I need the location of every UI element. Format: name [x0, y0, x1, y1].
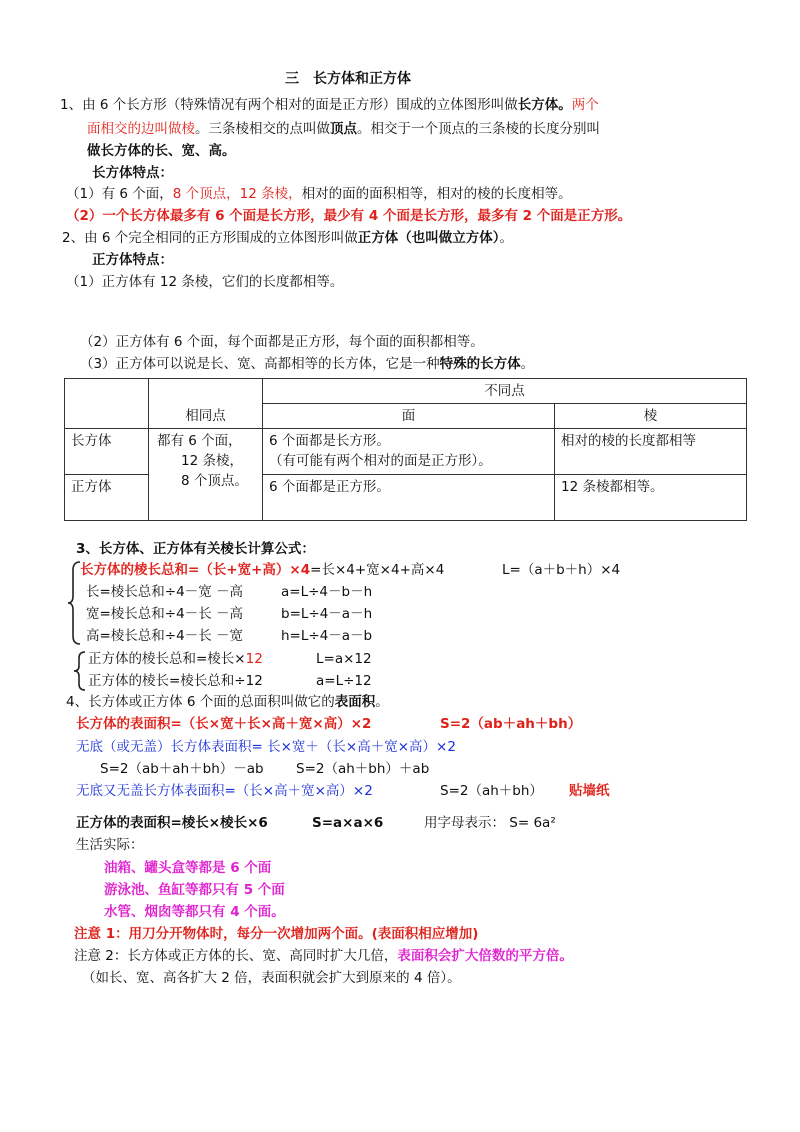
table-face-cell: 6 个面都是正方形。 [263, 475, 555, 521]
table-edge-cell: 相对的棱的长度都相等 [555, 429, 747, 475]
s2-line1 [62, 229, 513, 247]
note-text: 注意 2：长方体或正方体的长、宽、高同时扩大几倍， [74, 948, 398, 964]
wallpaper-label: 贴墙纸 [569, 783, 610, 799]
no-bottom-area-formula: 无底（或无盖）长方体表面积= 长×宽＋（长×高＋宽×高）×2 [76, 739, 456, 755]
s3-line4: 高=棱长总和÷4－长 －宽 [86, 628, 244, 644]
note-highlight: 表面积会扩大倍数的平方倍。 [397, 948, 573, 964]
table-header-same: 相同点 [149, 379, 263, 429]
s3-line5-letters: L=a×12 [316, 651, 372, 667]
s4-text: 。 [375, 694, 389, 710]
cube-area-symbolic: 用字母表示： S= 6a² [424, 815, 556, 831]
s3-line5 [88, 650, 263, 668]
note-3: （如长、宽、高各扩大 2 倍，表面积就会扩大到原来的 4 倍）。 [82, 970, 461, 986]
cuboid-feature-2: （2）一个长方体最多有 6 个面是长方形，最少有 4 个面是长方形，最多有 2 个面是正方形。 [66, 208, 632, 224]
s1-term-cuboid: 长方体。 [517, 97, 572, 113]
no-top-bottom-letters: S=2（ah＋bh） [440, 783, 543, 799]
s3-line6-letters: a=L÷12 [316, 673, 372, 689]
left-brace-icon [72, 650, 88, 692]
s3-line3: 宽=棱长总和÷4－长 －高 [86, 606, 244, 622]
s1-line2 [87, 120, 600, 138]
face-line: （有可能有两个相对的面是正方形）。 [269, 453, 492, 469]
s3-line6: 正方体的棱长=棱长总和÷12 [88, 673, 263, 689]
feature-bold: 特殊的长方体 [439, 356, 521, 372]
s2-text: 。 [499, 230, 514, 246]
table-face-cell [263, 429, 555, 475]
cuboid-area-letters: S=2（ab＋ah＋bh） [440, 716, 582, 732]
cube-feature-3 [80, 355, 534, 373]
s3-line2-letters: a=L÷4－b－h [281, 584, 373, 600]
no-bottom-letters-1: S=2（ab＋ah＋bh）－ab [100, 761, 264, 777]
cube-features-title: 正方体特点： [92, 252, 173, 268]
cube-area-letters: S=a×a×6 [312, 815, 384, 831]
same-line: 都有 6 个面， [157, 433, 242, 449]
s1-text: 。相交于一个顶点的三条棱的长度分别叫 [357, 121, 600, 137]
comparison-table [64, 378, 747, 521]
note-2 [74, 947, 573, 965]
note-1: 注意 1：用刀分开物体时，每分一次增加两个面。(表面积相应增加) [74, 926, 479, 942]
s3-line3-letters: b=L÷4－a－h [281, 606, 373, 622]
no-bottom-letters-2: S=2（ah＋bh）＋ab [296, 761, 430, 777]
feature-text: 。 [520, 356, 535, 372]
table-edge-cell: 12 条棱都相等。 [555, 475, 747, 521]
s2-text: 2、由 6 个完全相同的正方形围成的立体图形叫做 [62, 230, 358, 246]
s1-text: 。三条棱相交的点叫做 [195, 121, 330, 137]
feature-text: （1）有 6 个面， [66, 186, 173, 202]
s3-title: 3、长方体、正方体有关棱长计算公式： [76, 541, 315, 557]
cuboid-area-formula: 长方体的表面积=（长×宽＋长×高＋宽×高）×2 [76, 716, 372, 732]
s3-line2: 长=棱长总和÷4－宽 －高 [86, 584, 244, 600]
table-header-face: 面 [263, 404, 555, 429]
real-life-3: 水管、烟囱等都只有 4 个面。 [104, 904, 285, 920]
s3-line1-letters: L=（a＋b＋h）×4 [502, 562, 621, 578]
cuboid-features-title: 长方体特点： [92, 165, 173, 181]
s1-line1 [60, 96, 599, 114]
table-corner [65, 379, 149, 429]
s4-term: 表面积 [334, 694, 376, 710]
same-line: 12 条棱， [181, 453, 243, 469]
s1-text: 1、由 6 个长方形（特殊情况有两个相对的面是正方形）围成的立体图形叫做 [60, 97, 518, 113]
s3-line1 [80, 561, 444, 579]
formula-text: =长×4+宽×4+高×4 [310, 562, 445, 578]
s1-line3: 做长方体的长、宽、高。 [87, 143, 236, 159]
page-title: 三 长方体和正方体 [285, 71, 411, 87]
cube-feature-2: （2）正方体有 6 个面，每个面都是正方形，每个面的面积都相等。 [80, 334, 484, 350]
feature-red: 8 个顶点，12 条棱， [172, 186, 302, 202]
s1-red: 两个 [571, 97, 599, 113]
s1-edge-def: 面相交的边叫做棱 [87, 121, 195, 137]
s4-line1 [66, 693, 389, 711]
real-life-1: 油箱、罐头盒等都是 6 个面 [104, 860, 272, 876]
real-life-title: 生活实际： [76, 837, 144, 853]
same-line: 8 个顶点。 [181, 473, 248, 489]
real-life-2: 游泳池、鱼缸等都只有 5 个面 [104, 882, 285, 898]
feature-text: （3）正方体可以说是长、宽、高都相等的长方体，它是一种 [80, 356, 440, 372]
table-same-cell [149, 429, 263, 521]
s1-term-vertex: 顶点 [330, 121, 357, 137]
cube-area-formula: 正方体的表面积=棱长×棱长×6 [76, 815, 268, 831]
s3-line4-letters: h=L÷4－a－b [281, 628, 373, 644]
formula-red: 12 [245, 651, 263, 667]
table-row-name: 正方体 [65, 475, 149, 521]
formula-text: 正方体的棱长总和=棱长× [88, 651, 246, 667]
no-top-bottom-formula: 无底又无盖长方体表面积=（长×高＋宽×高）×2 [76, 783, 373, 799]
table-row-name: 长方体 [65, 429, 149, 475]
face-line: 6 个面都是长方形。 [269, 433, 390, 449]
formula-red: 长方体的棱长总和=（长+宽+高）×4 [80, 562, 311, 578]
table-header-diff: 不同点 [263, 379, 747, 404]
cuboid-feature-1 [66, 185, 572, 203]
feature-text: 相对的面的面积相等，相对的棱的长度相等。 [301, 186, 572, 202]
table-header-edge: 棱 [555, 404, 747, 429]
cube-feature-1: （1）正方体有 12 条棱，它们的长度都相等。 [66, 274, 344, 290]
s2-term-cube: 正方体（也叫做立方体） [357, 230, 500, 246]
s4-text: 4、长方体或正方体 6 个面的总面积叫做它的 [66, 694, 335, 710]
